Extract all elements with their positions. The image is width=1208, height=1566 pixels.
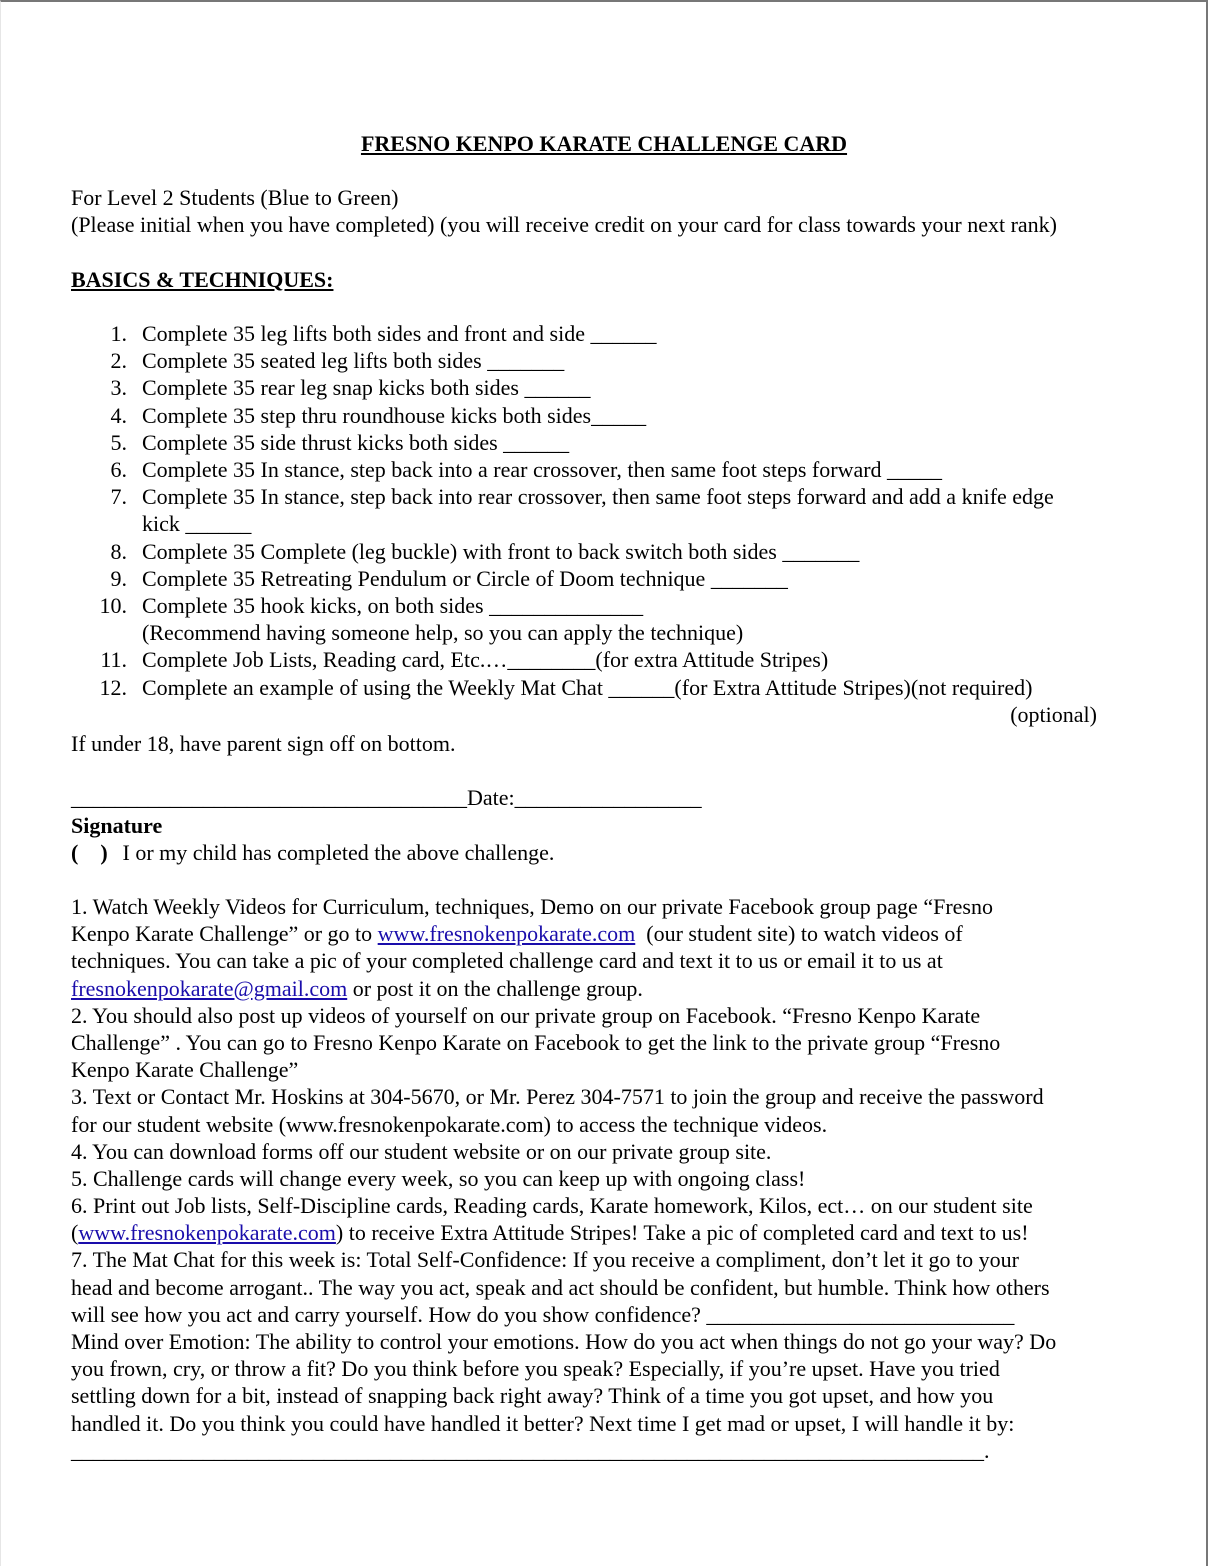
item-number: 5. bbox=[110, 429, 127, 455]
list-item bbox=[71, 592, 1161, 646]
note-fragment: Kenpo Karate Challenge” or go to bbox=[71, 921, 378, 947]
note-text: will see how you act and carry yourself. How do you show confidence? ____________________________ bbox=[71, 1301, 1015, 1327]
note-text: 4. You can download forms off our student website or on our private group site. bbox=[71, 1138, 772, 1164]
list-item bbox=[71, 429, 1161, 456]
note-text: head and become arrogant.. The way you act, speak and act should be confident, but humble. Think how others bbox=[71, 1274, 1050, 1300]
note-text: 6. Print out Job lists, Self-Discipline cards, Reading cards, Karate homework, Kilos, ect… on our student site bbox=[71, 1193, 1033, 1219]
item-text: Complete 35 seated leg lifts both sides _______ bbox=[142, 348, 565, 374]
item-number: 9. bbox=[110, 565, 127, 591]
note-text bbox=[71, 1219, 1161, 1246]
note-fragment: ) to receive Extra Attitude Stripes! Take a pic of completed card and text to us! bbox=[335, 1220, 1029, 1246]
item-text: Complete 35 Complete (leg buckle) with front to back switch both sides _______ bbox=[142, 538, 860, 564]
list-item bbox=[71, 646, 1161, 673]
item-text: Complete 35 Retreating Pendulum or Circle of Doom technique _______ bbox=[142, 565, 788, 591]
parent-note-block bbox=[71, 730, 1161, 757]
answer-line: ___________________________________________________________________________________. bbox=[71, 1437, 990, 1463]
list-item bbox=[71, 674, 1161, 728]
student-site-link-2[interactable]: www.fresnokenpokarate.com bbox=[78, 1220, 336, 1246]
level-text: For Level 2 Students (Blue to Green) bbox=[71, 185, 399, 210]
parent-note: If under 18, have parent sign off on bottom. bbox=[71, 731, 456, 756]
signature-row bbox=[71, 784, 702, 811]
item-continuation: (Recommend having someone help, so you can apply the technique) bbox=[142, 620, 744, 646]
item-number: 7. bbox=[110, 484, 127, 510]
item-number: 8. bbox=[110, 538, 127, 564]
item-continuation: kick ______ bbox=[142, 511, 252, 537]
list-item bbox=[71, 456, 1161, 483]
item-text: Complete 35 In stance, step back into a rear crossover, then same foot steps forward _____ bbox=[142, 457, 943, 483]
item-text: Complete 35 side thrust kicks both sides ______ bbox=[142, 429, 570, 455]
note-text: 7. The Mat Chat for this week is: Total Self-Confidence: If you receive a compliment, don’t let it go to your bbox=[71, 1247, 1019, 1273]
intro-block bbox=[71, 184, 1161, 238]
item-text: Complete 35 step thru roundhouse kicks both sides_____ bbox=[142, 402, 647, 428]
confirm-text: I or my child has completed the above challenge. bbox=[122, 840, 555, 866]
note-text: Mind over Emotion: The ability to control your emotions. How do you act when things do not go your way? Do bbox=[71, 1329, 1057, 1354]
signature-line: ____________________________________ bbox=[71, 785, 467, 810]
instructions-text: (Please initial when you have completed) (you will receive credit on your card for class towards your next rank) bbox=[71, 212, 1057, 238]
technique-list bbox=[71, 320, 1161, 728]
item-number: 1. bbox=[110, 321, 127, 346]
item-text: Complete an example of using the Weekly Mat Chat ______(for Extra Attitude Stripes)(not required) bbox=[142, 674, 1033, 700]
list-item bbox=[71, 320, 1161, 347]
note-text: 5. Challenge cards will change every week, so you can keep up with ongoing class! bbox=[71, 1165, 806, 1191]
note-text: for our student website (www.fresnokenpokarate.com) to access the technique videos. bbox=[71, 1111, 828, 1137]
note-text bbox=[71, 975, 1161, 1002]
note-text: settling down for a bit, instead of snapping back right away? Think of a time you got upset, and how you bbox=[71, 1383, 994, 1409]
note-text: 2. You should also post up videos of yourself on our private group on Facebook. “Fresno Kenpo Karate bbox=[71, 1002, 981, 1028]
note-text: Challenge” . You can go to Fresno Kenpo Karate on Facebook to get the link to the private group “Fresno bbox=[71, 1029, 1001, 1055]
item-number: 6. bbox=[110, 457, 127, 483]
email-link[interactable]: fresnokenpokarate@gmail.com bbox=[71, 975, 348, 1001]
note-fragment: ( bbox=[71, 1220, 79, 1246]
note-fragment: or post it on the challenge group. bbox=[347, 975, 643, 1001]
note-text: techniques. You can take a pic of your completed challenge card and text it to us or email it to us at bbox=[71, 948, 943, 974]
confirm-row bbox=[71, 839, 1161, 866]
signature-block bbox=[71, 812, 1161, 866]
item-number: 2. bbox=[110, 348, 127, 374]
item-text: Complete 35 leg lifts both sides and front and side ______ bbox=[142, 321, 657, 346]
note-text: 3. Text or Contact Mr. Hoskins at 304-5670, or Mr. Perez 304-7571 to join the group and receive the password bbox=[71, 1084, 1044, 1110]
item-text: Complete 35 rear leg snap kicks both sides ______ bbox=[142, 375, 591, 401]
list-item bbox=[71, 538, 1161, 565]
note-text: you frown, cry, or throw a fit? Do you think before you speak? Especially, if you’re upset. Have you tried bbox=[71, 1356, 1000, 1382]
optional-note: (optional) bbox=[1010, 701, 1097, 727]
item-number: 12. bbox=[99, 674, 127, 700]
list-item bbox=[71, 347, 1161, 374]
list-item bbox=[71, 565, 1161, 592]
list-item bbox=[71, 374, 1161, 401]
note-fragment: (our student site) to watch videos of bbox=[635, 921, 963, 947]
note-text: handled it. Do you think you could have handled it better? Next time I get mad or upset, I will handle it by: bbox=[71, 1410, 1015, 1436]
note-text: Kenpo Karate Challenge” bbox=[71, 1057, 299, 1083]
item-number: 3. bbox=[110, 375, 127, 401]
list-item bbox=[71, 483, 1161, 537]
section-heading-block bbox=[71, 266, 1161, 293]
signature-label: Signature bbox=[71, 813, 163, 838]
note-text bbox=[71, 920, 1161, 947]
item-text: Complete 35 hook kicks, on both sides ______________ bbox=[142, 593, 644, 619]
section-heading: BASICS & TECHNIQUES: bbox=[71, 267, 334, 292]
note-text: 1. Watch Weekly Videos for Curriculum, techniques, Demo on our private Facebook group page “Fresno bbox=[71, 894, 993, 919]
item-number: 10. bbox=[99, 593, 127, 619]
date-line: _________________ bbox=[514, 785, 702, 810]
date-label: Date: bbox=[467, 785, 515, 810]
list-item bbox=[71, 402, 1161, 429]
item-text: Complete Job Lists, Reading card, Etc.…________(for extra Attitude Stripes) bbox=[142, 647, 829, 673]
notes-block bbox=[71, 893, 1161, 1464]
confirm-checkbox: ( ) bbox=[71, 840, 108, 866]
page-title: FRESNO KENPO KARATE CHALLENGE CARD bbox=[360, 131, 848, 156]
item-number: 11. bbox=[100, 647, 127, 673]
student-site-link[interactable]: www.fresnokenpokarate.com bbox=[377, 921, 636, 947]
item-number: 4. bbox=[110, 402, 127, 428]
item-text: Complete 35 In stance, step back into rear crossover, then same foot steps forward and add a knife edge bbox=[142, 484, 1054, 510]
